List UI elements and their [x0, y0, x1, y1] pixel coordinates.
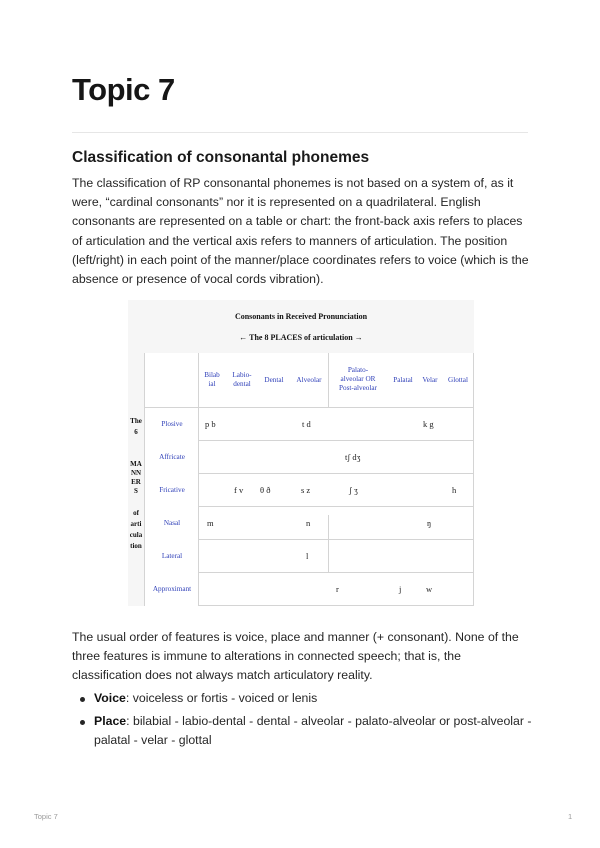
symbol-cell: k g [423, 419, 434, 429]
table-divider [198, 473, 474, 474]
place-velar: Velar [422, 376, 438, 384]
list-item-text: : bilabial - labio-dental - dental - alveolar - palato-alveolar or post-alveolar - palatal - velar - glottal [94, 714, 532, 748]
symbol-cell: n [306, 518, 311, 528]
symbol-cell: w [426, 584, 433, 594]
side-label-manners-1: MA [130, 460, 142, 468]
chart-subtitle: ← The 8 PLACES of articulation → [239, 333, 363, 342]
place-palatoalveolar: Palato- alveolar OR Post-alveolar [339, 366, 377, 392]
consonant-chart-figure [128, 300, 474, 606]
symbol-cell: p b [205, 419, 216, 429]
list-item-text: : voiceless or fortis - voiced or lenis [125, 691, 318, 705]
symbol-cell: h [452, 485, 457, 495]
table-border [198, 605, 474, 606]
symbol-cell: r [336, 584, 339, 594]
place-bilabial: Bilab ial [204, 371, 220, 388]
place-glottal: Glottal [448, 376, 468, 384]
table-divider [198, 440, 474, 441]
side-label-of: of [133, 509, 139, 517]
table-divider [198, 539, 474, 540]
place-alveolar: Alveolar [296, 376, 322, 384]
table-divider [198, 506, 474, 507]
side-label-cula: cula [129, 531, 143, 539]
manner-plosive: Plosive [161, 420, 183, 428]
side-label-the: The [130, 417, 142, 425]
symbol-cell: θ ð [260, 485, 271, 495]
side-label-tion: tion [130, 542, 142, 550]
table-divider [328, 515, 329, 573]
side-label-six: 6 [134, 428, 138, 436]
list-item-label: Place [94, 714, 127, 729]
table-border [144, 353, 145, 606]
symbol-cell: ŋ [427, 518, 432, 528]
manner-lateral: Lateral [161, 552, 183, 560]
symbol-cell: f v [234, 485, 244, 495]
list-item-label: Voice [94, 691, 126, 705]
consonant-table [144, 353, 474, 606]
place-dental: Dental [264, 376, 284, 384]
order-paragraph: The usual order of features is voice, place and manner (+ consonant). None of the three features is immune to alterations in connected speech; that is, the classification does not always match articulatory reality. [72, 630, 519, 683]
symbol-cell: s z [301, 485, 311, 495]
section-heading: Classification of consonantal phonemes [72, 149, 370, 166]
bullet-icon [80, 720, 85, 725]
side-label-manners-2: NN [130, 469, 142, 477]
symbol-cell: m [207, 518, 214, 528]
manner-fricative: Fricative [159, 486, 185, 494]
side-label-arti: arti [130, 520, 142, 528]
symbol-cell: ʃ ʒ [349, 485, 358, 495]
place-palatal: Palatal [393, 376, 413, 384]
manner-approximant: Approximant [152, 585, 192, 593]
list-item [72, 689, 532, 708]
symbol-cell: j [399, 584, 402, 594]
page-title: Topic 7 [72, 72, 175, 107]
side-label-manners-3: ER [131, 478, 141, 486]
table-divider [198, 572, 474, 573]
intro-paragraph: The classification of RP consonantal phonemes is not based on a system of, as it were, “cardinal consonants” nor it is represented on a quadrilateral. English consonants are represented on a table or chart: the front-back axis refers to places of articulation and the vertical axis refers to manners of articulation. The position (left/right) in each point of the manner/place coordinates refers to voice (which is the absence or presence of vocal cords vibration). [72, 176, 529, 287]
symbol-cell: l [306, 551, 309, 561]
footer-title: Topic 7 [34, 812, 58, 821]
place-labiodental: Labio- dental [232, 371, 252, 388]
side-label-manners-4: S [134, 487, 138, 495]
page-number: 1 [568, 812, 573, 821]
bullet-icon [80, 697, 85, 702]
manner-nasal: Nasal [163, 519, 181, 527]
table-divider [198, 353, 199, 606]
symbol-cell: tʃ dʒ [345, 452, 361, 462]
chart-title: Consonants in Received Pronunciation [234, 312, 368, 321]
title-divider [72, 132, 528, 133]
table-divider [144, 407, 474, 408]
manner-affricate: Affricate [159, 453, 185, 461]
feature-list [72, 689, 532, 755]
symbol-cell: t d [302, 419, 311, 429]
list-item [72, 712, 532, 750]
table-border [473, 353, 474, 606]
